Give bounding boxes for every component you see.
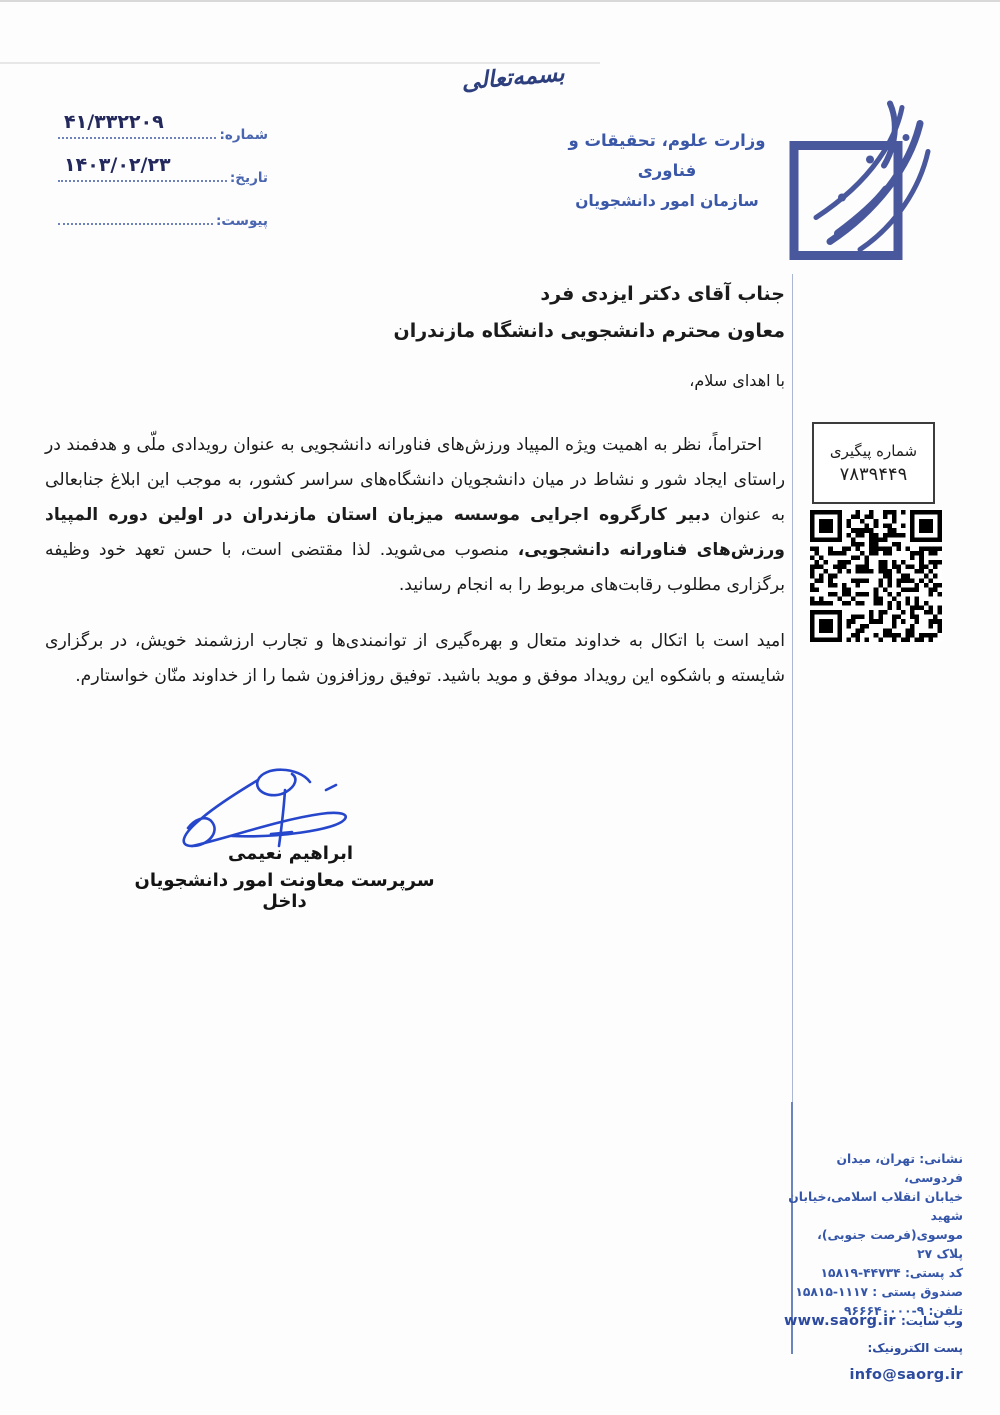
date-value: ۱۴۰۳/۰۲/۲۳ [64,154,171,176]
footer-address-block [787,1150,963,1321]
attachment-field [58,186,272,229]
address-line: نشانی: تهران، میدان فردوسی، [836,1152,963,1185]
tracking-label: شماره پیگیری [829,441,918,460]
letterhead-org-block [552,126,782,216]
address-line: تلفن: ۹-۹۶۶۶۴۰۰۰۰ [844,1304,963,1318]
email-line [763,1334,963,1388]
tracking-value: ۷۸۳۹۴۴۹ [839,463,908,485]
saorg-calligraphy-logo-icon [778,92,936,270]
website-url: www.saorg.ir [783,1313,896,1329]
para1-regular-start: احتراماً، نظر به اهمیت ویژه المپیاد ورزش‌های فناورانه دانشجویی به عنوان رویدادی ملّی و هدفمند در راستای ایجاد شور و نشاط در میان دانشجویان دانشگاه‌های سراسر کشور، به موجب این ابلاغ جنابعالی به عنوان [45,435,785,525]
tracking-number-box [812,422,935,504]
date-label: تاریخ: [229,170,268,186]
para1-regular-end: منصوب می‌شوید. لذا مقتضی است، با حسن تعهد خود وظیفه برگزاری مطلوب رقابت‌های مربوط را به انجام رسانید. [45,540,785,595]
recipient-title: معاون محترم دانشجویی دانشگاه مازندران [393,320,785,342]
body-paragraph-1 [45,428,785,603]
number-value: ۴۱/۳۳۲۲۰۹ [64,111,164,133]
signatory-name: ابراهیم نعیمی [227,843,354,864]
body-paragraph-2: امید است با اتکال به خداوند متعال و بهره‌گیری از توانمندی‌ها و تجارب ارزشمند خویش، در برگزاری شایسته و باشکوه این رویداد موفق و موید باشید. توفیق روزافزون شما را از خداوند منّان خواستارم. [45,631,785,686]
footer-web-block [763,1307,963,1388]
address-line: کد پستی: ۴۴۷۳۴-۱۵۸۱۹ [820,1266,963,1280]
number-dotted-line [58,137,216,139]
salutation: با اهدای سلام، [689,371,785,390]
website-label: وب سایت: [900,1314,963,1328]
recipient-name: جناب آقای دکتر ایزدی فرد [540,283,785,305]
number-field [58,100,272,143]
number-label: شماره: [219,127,268,143]
website-line [763,1307,963,1334]
email-address: info@saorg.ir [849,1367,963,1383]
letter-meta-fields [58,100,272,229]
address-line: خیابان انقلاب اسلامی،خیابان شهید [788,1190,963,1223]
para1-bold-appointment: دبیر کارگروه اجرایی موسسه میزبان استان مازندران در اولین دوره المپیاد ورزش‌های فناورانه دانشجویی، [45,505,785,560]
handwritten-signature [158,762,356,850]
address-line: صندوق پستی : ۱۱۱۷-۱۵۸۱۵ [795,1285,963,1299]
signatory-title: سرپرست معاونت امور دانشجویان داخل [134,870,435,912]
email-label: پست الکترونیک: [867,1341,963,1355]
ministry-name: وزارت علوم، تحقیقات و فناوری [568,131,766,180]
qr-code-icon [810,510,942,642]
date-dotted-line [58,180,227,182]
margin-divider-line [792,274,793,1102]
attachment-label: پیوست: [215,213,268,229]
attachment-dotted-line [58,223,213,225]
date-field [58,143,272,186]
bismillah-calligraphy: بسمه‌تعالی [460,59,566,96]
address-line: موسوی(فرصت جنوبی)، پلاک ۲۷ [817,1228,963,1261]
recipient-block [393,276,785,390]
organization-name: سازمان امور دانشجویان [575,192,759,210]
